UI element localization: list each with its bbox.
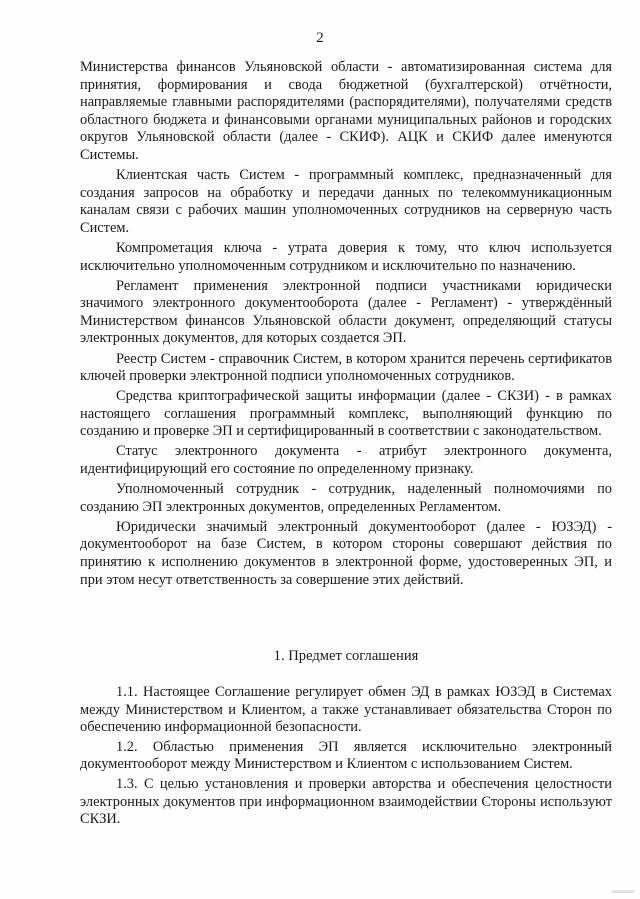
definitions-text [80, 59, 612, 589]
paragraph-skzi-definition: Средства криптографической защиты информации (далее - СКЗИ) - в рамках настоящего соглашения программный комплекс, выполняющий функцию по созданию и проверке ЭП и сертифицированный в соответствии с законодательством. [80, 388, 612, 440]
paragraph-skif-definition: Министерства финансов Ульяновской области - автоматизированная система для принятия, формирования и свода бюджетной (бухгалтерской) отчётности, направляемые главными распорядителями (распорядителями), получателями средств областного бюджета и финансовыми органами муниципальных районов и городских округов Ульяновской области (далее - СКИФ). АЦК и СКИФ далее именуются Системы. [80, 59, 612, 163]
paragraph-regulation-definition: Регламент применения электронной подписи участниками юридически значимого электронного документооборота (далее - Регламент) - утверждённый Министерством финансов Ульяновской области документ, определяющий статусы электронных документов, для которых создается ЭП. [80, 277, 612, 347]
clause-1-1: 1.1. Настоящее Соглашение регулирует обмен ЭД в рамках ЮЗЭД в Системах между Министерством и Клиентом, а также устанавливает обязательства Сторон по обеспечению информационной безопасности. [80, 684, 612, 736]
clause-1-3: 1.3. С целью установления и проверки авторства и обеспечения целостности электронных документов при информационном взаимодействии Стороны используют СКЗИ. [80, 775, 612, 828]
paragraph-yuzed-definition: Юридически значимый электронный документооборот (далее - ЮЗЭД) - документооборот на базе Систем, в котором стороны совершают действия по принятию к исполнению документов в электронной форме, удостоверенных ЭП, и при этом несут ответственность за совершение этих действий. [80, 518, 612, 588]
section-heading: 1. Предмет соглашения [273, 648, 419, 664]
page-number: 2 [316, 30, 324, 46]
paragraph-document-status-definition: Статус электронного документа - атрибут электронного документа, идентифицирующий его состояние по определенному признаку. [80, 443, 612, 478]
section-clauses [80, 684, 612, 831]
paragraph-key-compromise-definition: Компрометация ключа - утрата доверия к тому, что ключ используется исключительно уполномоченным сотрудником и исключительно по назначению. [80, 239, 612, 274]
scan-artifact [612, 890, 634, 893]
clause-1-2: 1.2. Областью применения ЭП является исключительно электронный документооборот между Министерством и Клиентом с использованием Систем. [80, 738, 612, 773]
paragraph-registry-definition: Реестр Систем - справочник Систем, в котором хранится перечень сертификатов ключей проверки электронной подписи уполномоченных сотрудников. [80, 350, 612, 385]
paragraph-client-part-definition: Клиентская часть Систем - программный комплекс, предназначенный для создания запросов на обработку и передачи данных по телекоммуникационным каналам связи с рабочих машин уполномоченных сотрудников на серверную часть Систем. [80, 167, 612, 236]
paragraph-authorized-employee-definition: Уполномоченный сотрудник - сотрудник, наделенный полномочиями по созданию ЭП электронных документов, определенных Регламентом. [80, 481, 612, 515]
